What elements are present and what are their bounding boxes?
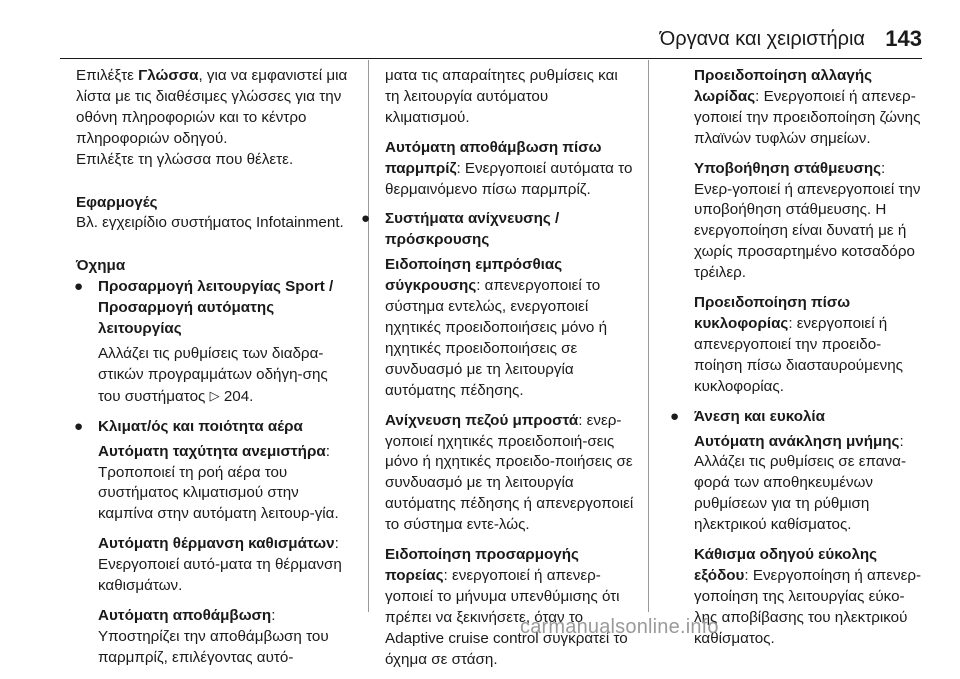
- apps-text: Βλ. εγχειρίδιο συστήματος Infotainment.: [76, 214, 344, 232]
- bullet-body: Προειδοποίηση αλλαγής λωρίδας: Ενεργοποιεί ή απενερ-γοποιεί την προειδοποίηση ζώνης πλαϊνών τυφλών σημείων.: [694, 67, 921, 147]
- bullet-body: Αυτόματη θέρμανση καθισμάτων: Ενεργοποιεί αυτό-ματα τη θέρμανση καθισμάτων.: [98, 535, 342, 595]
- bullet-body: Ειδοποίηση εμπρόσθιας σύγκρουσης: απενεργοποιεί το σύστημα εντελώς, ενεργοποιεί ηχητικές προειδοποιήσεις μόνο ή ηχητικές προειδοποιήσεις σε συνδυασμό με τη λειτουργία αυτόματης πέδησης.: [385, 256, 608, 399]
- bullet-body: Αλλάζει τις ρυθμίσεις των διαδρα-στικών προγραμμάτων οδήγη-σης του συστήματος ▷ 204.: [98, 344, 328, 405]
- bullet-item: ● Προσαρμογή λειτουργίας Sport / Προσαρμογή αυτόματης λειτουργίας: [74, 278, 334, 338]
- bullet-body: Προειδοποίηση πίσω κυκλοφορίας: ενεργοποιεί ή απενεργοποιεί την προειδο-ποίηση πίσω διασταυρούμενης κυκλοφορίας.: [694, 294, 903, 395]
- column-1: [76, 66, 354, 678]
- language-term: Γλώσσα: [138, 67, 199, 84]
- header-rule: [60, 58, 922, 59]
- column-divider: [648, 60, 649, 612]
- page-ref: 204.: [223, 387, 254, 405]
- bullet-body: Ανίχνευση πεζού μπροστά: ενερ-γοποιεί ηχητικές προειδοποιή-σεις μόνο ή ηχητικές προειδο-ποιήσεις σε συνδυασμό με τη λειτουργία αυτόματης πέδησης ή απενεργοποιεί το σύστημα εντε-λώς.: [385, 411, 634, 534]
- bullet-body: Αυτόματη αποθάμβωση: Υποστηρίζει την αποθάμβωση του παρμπρίζ, επιλέγοντας αυτό-: [98, 606, 329, 666]
- column-2: [361, 66, 635, 679]
- page-header: [0, 0, 960, 56]
- bullet-item: ● Συστήματα ανίχνευσης / πρόσκρουσης: [361, 210, 560, 249]
- continued-text: ματα τις απαραίτητες ρυθμίσεις και τη λειτουργία αυτόματου κλιματισμού.: [385, 67, 618, 126]
- column-3: [670, 66, 926, 659]
- bullet-dot: ●: [361, 210, 371, 228]
- intro-paragraph: Επιλέξτε Γλώσσα, για να εμφανιστεί μια λίστα με τις διαθέσιμες γλώσσες για την οθόνη πληροφοριών και το κέντρο πληροφοριών οδηγού.: [76, 67, 348, 147]
- bullet-body: Κάθισμα οδηγού εύκολης εξόδου: Ενεργοποίηση ή απενερ-γοποίηση της λειτουργίας εύκο-λης αποβίβασης του ηλεκτρικού καθίσματος.: [694, 546, 922, 647]
- bullet-body: Ειδοποίηση προσαρμογής πορείας: ενεργοποιεί ή απενερ-γοποιεί το μήνυμα υπενθύμισης ότι πρέπει να ξεκινήσετε, όταν το Adaptive cruise control συγκρατεί το όχημα σε στάση.: [385, 546, 628, 668]
- vehicle-heading: Όχημα: [76, 257, 126, 275]
- bullet-dot: ●: [670, 407, 680, 425]
- bullet-dot: ●: [74, 417, 84, 435]
- section-title: Όργανα και χειριστήρια: [659, 28, 865, 50]
- bullet-item: ● Κλιματ/ός και ποιότητα αέρα: [76, 417, 354, 438]
- watermark: carmanualsonline.info: [520, 616, 719, 638]
- bullet-item: ● Άνεση και ευκολία: [672, 407, 926, 428]
- intro-paragraph-2: Επιλέξτε τη γλώσσα που θέλετε.: [76, 150, 294, 168]
- page-number: 143: [885, 26, 922, 51]
- bullet-body: Αυτόματη αποθάμβωση πίσω παρμπρίζ: Ενεργοποιεί αυτόματα το θερμαινόμενο πίσω παρμπρίζ.: [385, 138, 633, 198]
- arrow-ref-icon: ▷: [209, 387, 220, 403]
- bullet-body: Αυτόματη ταχύτητα ανεμιστήρα: Τροποποιεί τη ροή αέρα του συστήματος κλιματισμού στην καμπίνα στην αυτόματη λειτουρ-γία.: [98, 442, 339, 523]
- bullet-body: Αυτόματη ανάκληση μνήμης: Αλλάζει τις ρυθμίσεις σε επανα-φορά των αποθηκευμένων ρυθμίσεων για τη ρύθμιση ηλεκτρικού καθίσματος.: [694, 432, 907, 534]
- bullet-body: Υποβοήθηση στάθμευσης: Ενερ-γοποιεί ή απενεργοποιεί την υποβοήθηση στάθμευσης. Η ενεργοποίηση είναι δυνατή με ή χωρίς προσαρτημένο κοτσαδόρο τρέιλερ.: [694, 159, 921, 282]
- column-divider: [368, 60, 369, 612]
- bullet-dot: ●: [74, 278, 84, 296]
- apps-heading: Εφαρμογές: [76, 193, 158, 211]
